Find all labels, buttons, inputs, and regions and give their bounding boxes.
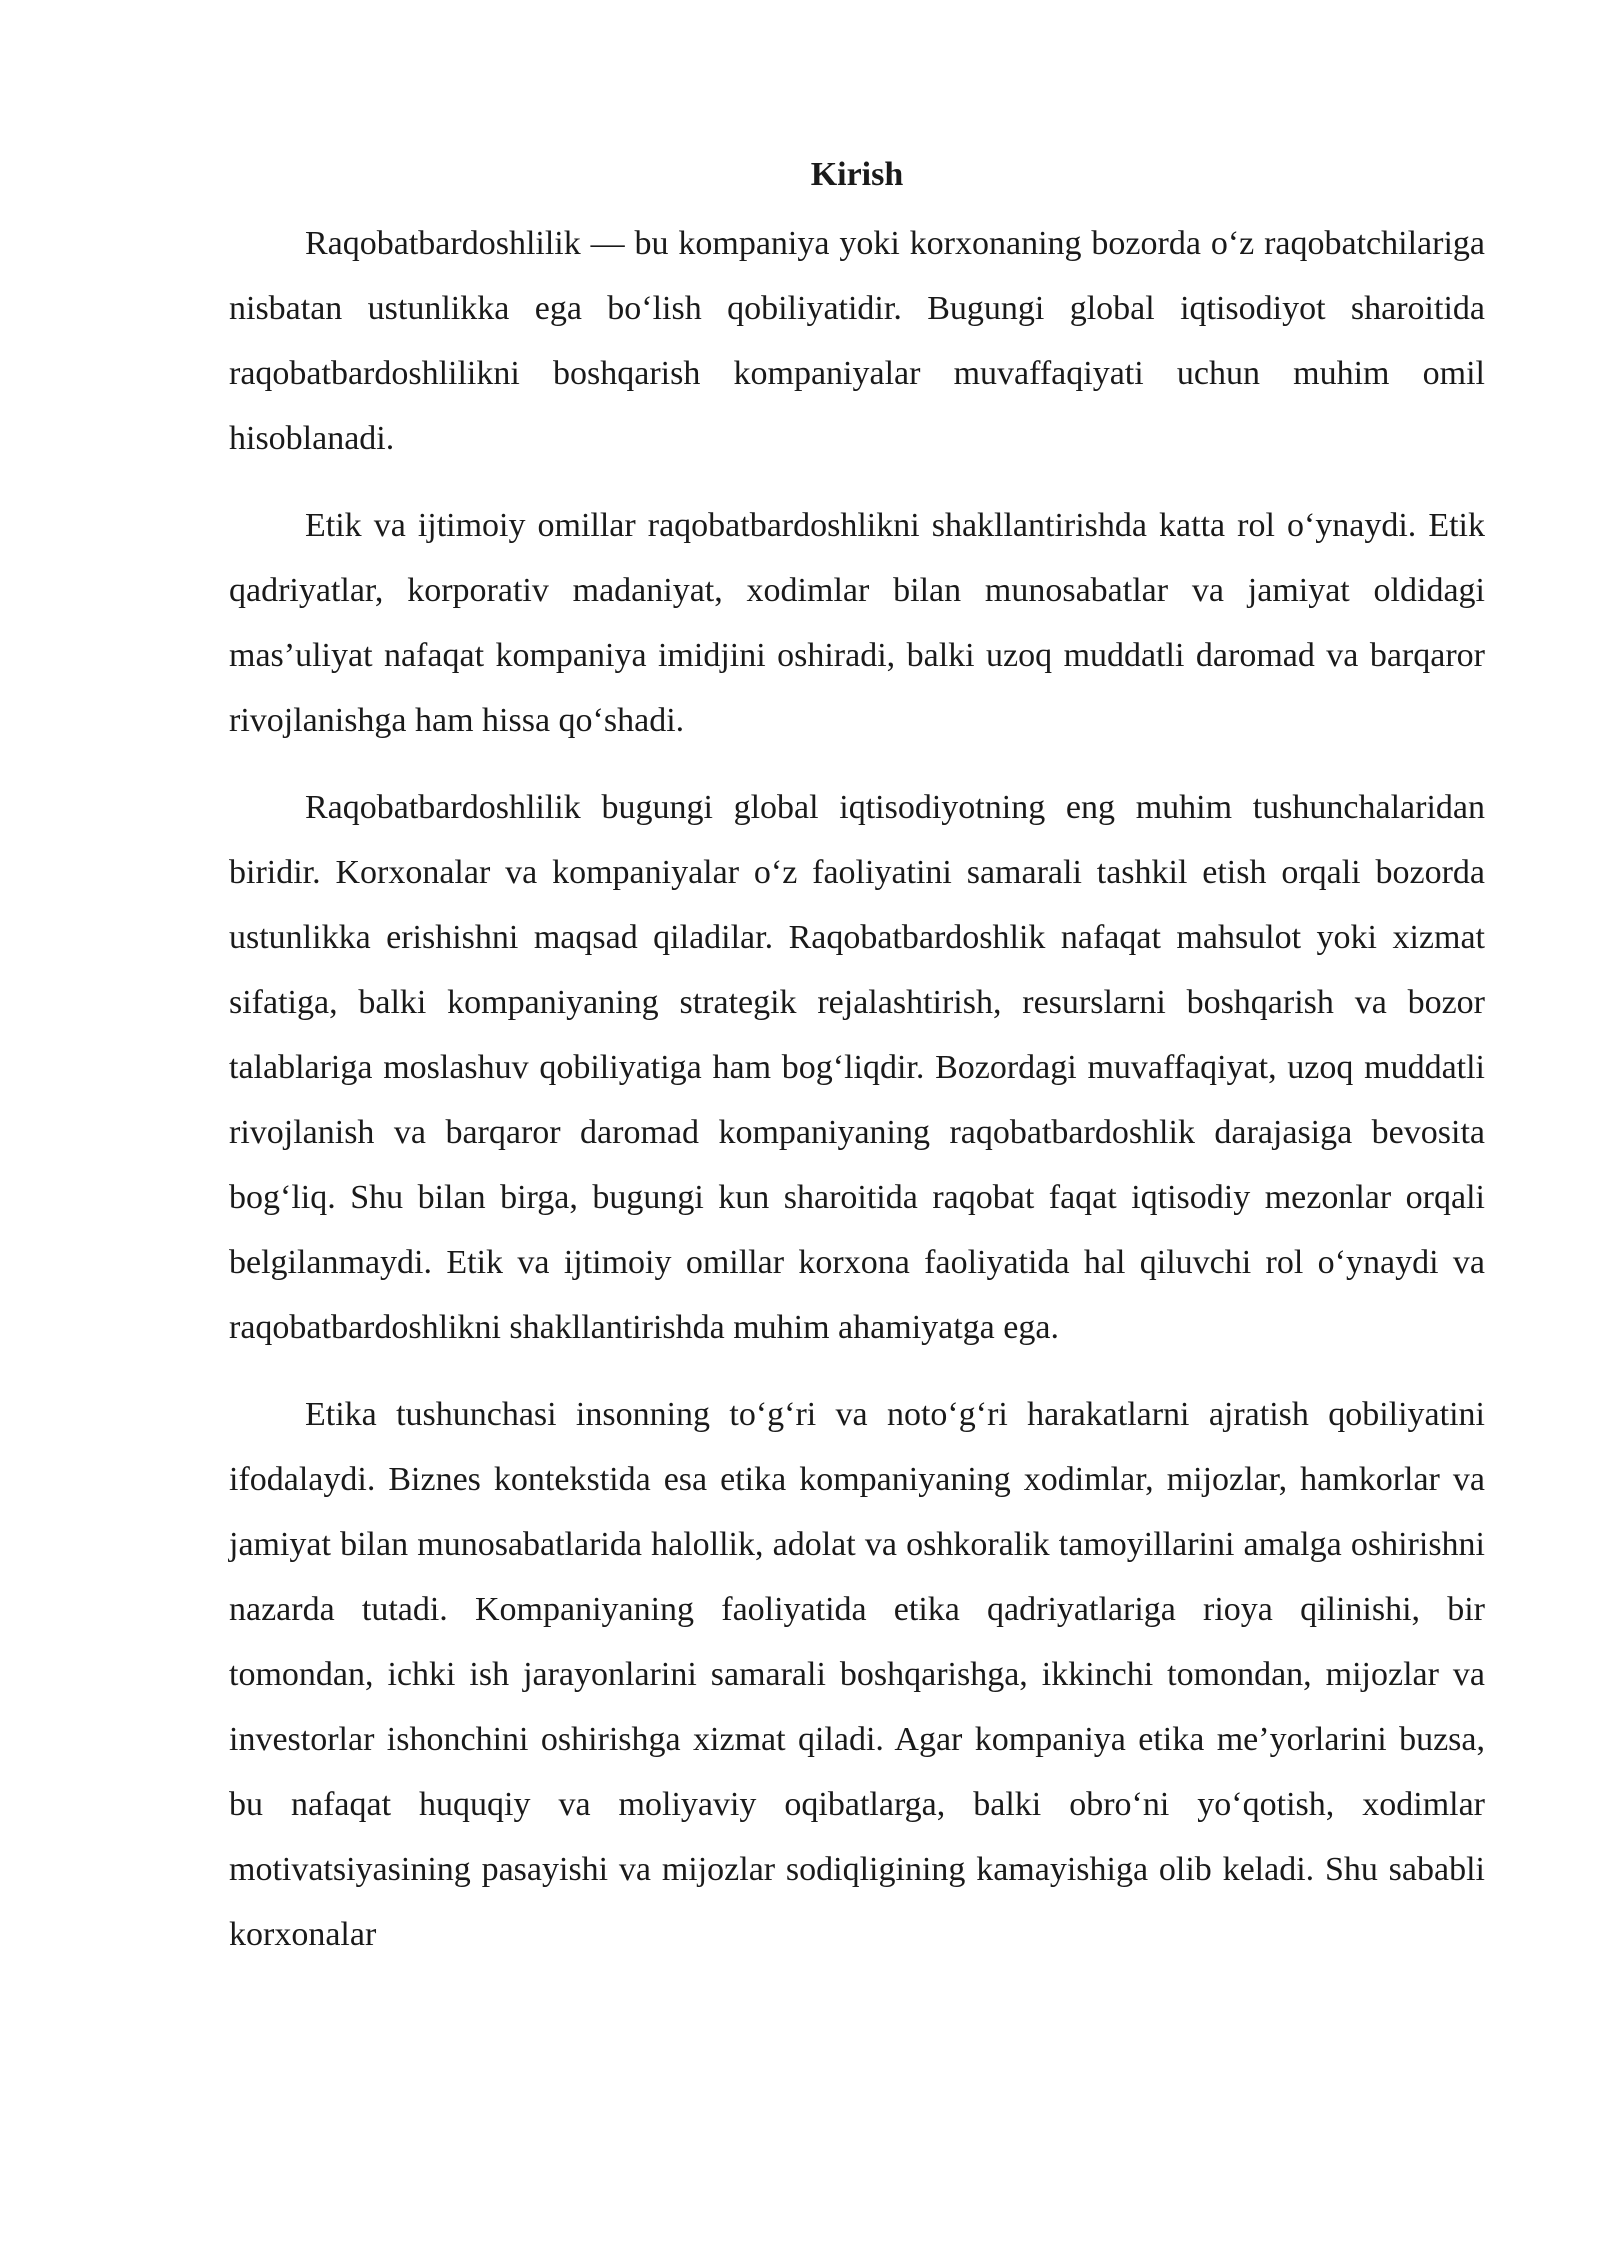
paragraph-4: Etika tushunchasi insonning to‘g‘ri va noto‘g‘ri harakatlarni ajratish qobiliyatini ifodalaydi. Biznes kontekstida esa etika kompaniyaning xodimlar, mijozlar, hamkorlar va jamiyat bilan munosabatlarida halollik, adolat va oshkoralik tamoyillarini amalga oshirishni nazarda tutadi. Kompaniyaning faoliyatida etika qadriyatlariga rioya qilinishi, bir tomondan, ichki ish jarayonlarini samarali boshqarishga, ikkinchi tomondan, mijozlar va investorlar ishonchini oshirishga xizmat qiladi. Agar kompaniya etika me’yorlarini buzsa, bu nafaqat huquqiy va moliyaviy oqibatlarga, balki obro‘ni yo‘qotish, xodimlar motivatsiyasining pasayishi va mijozlar sodiqligining kamayishiga olib keladi. Shu sababli korxonalar (229, 1396, 1485, 1953)
paragraph-3: Raqobatbardoshlilik bugungi global iqtisodiyotning eng muhim tushunchalaridan biridir. Korxonalar va kompaniyalar o‘z faoliyatini samarali tashkil etish orqali bozorda ustunlikka erishishni maqsad qiladilar. Raqobatbardoshlik nafaqat mahsulot yoki xizmat sifatiga, balki kompaniyaning strategik rejalashtirish, resurslarni boshqarish va bozor talablariga moslashuv qobiliyatiga ham bog‘liqdir. Bozordagi muvaffaqiyat, uzoq muddatli rivojlanish va barqaror daromad kompaniyaning raqobatbardoshlik darajasiga bevosita bog‘liq. Shu bilan birga, bugungi kun sharoitida raqobat faqat iqtisodiy mezonlar orqali belgilanmaydi. Etik va ijtimoiy omillar korxona faoliyatida hal qiluvchi rol o‘ynaydi va raqobatbardoshlikni shakllantirishda muhim ahamiyatga ega. (229, 789, 1485, 1346)
paragraph-2: Etik va ijtimoiy omillar raqobatbardoshlikni shakllantirishda katta rol o‘ynaydi. Etik qadriyatlar, korporativ madaniyat, xodimlar bilan munosabatlar va jamiyat oldidagi mas’uliyat nafaqat kompaniya imidjini oshiradi, balki uzoq muddatli daromad va barqaror rivojlanishga ham hissa qo‘shadi. (229, 507, 1485, 739)
page-title: Kirish (810, 156, 904, 193)
document-page (229, 145, 1485, 1967)
paragraph-1: Raqobatbardoshlilik — bu kompaniya yoki korxonaning bozorda o‘z raqobatchilariga nisbatan ustunlikka ega bo‘lish qobiliyatidir. Bugungi global iqtisodiyot sharoitida raqobatbardoshlilikni boshqarish kompaniyalar muvaffaqiyati uchun muhim omil hisoblanadi. (229, 225, 1485, 457)
